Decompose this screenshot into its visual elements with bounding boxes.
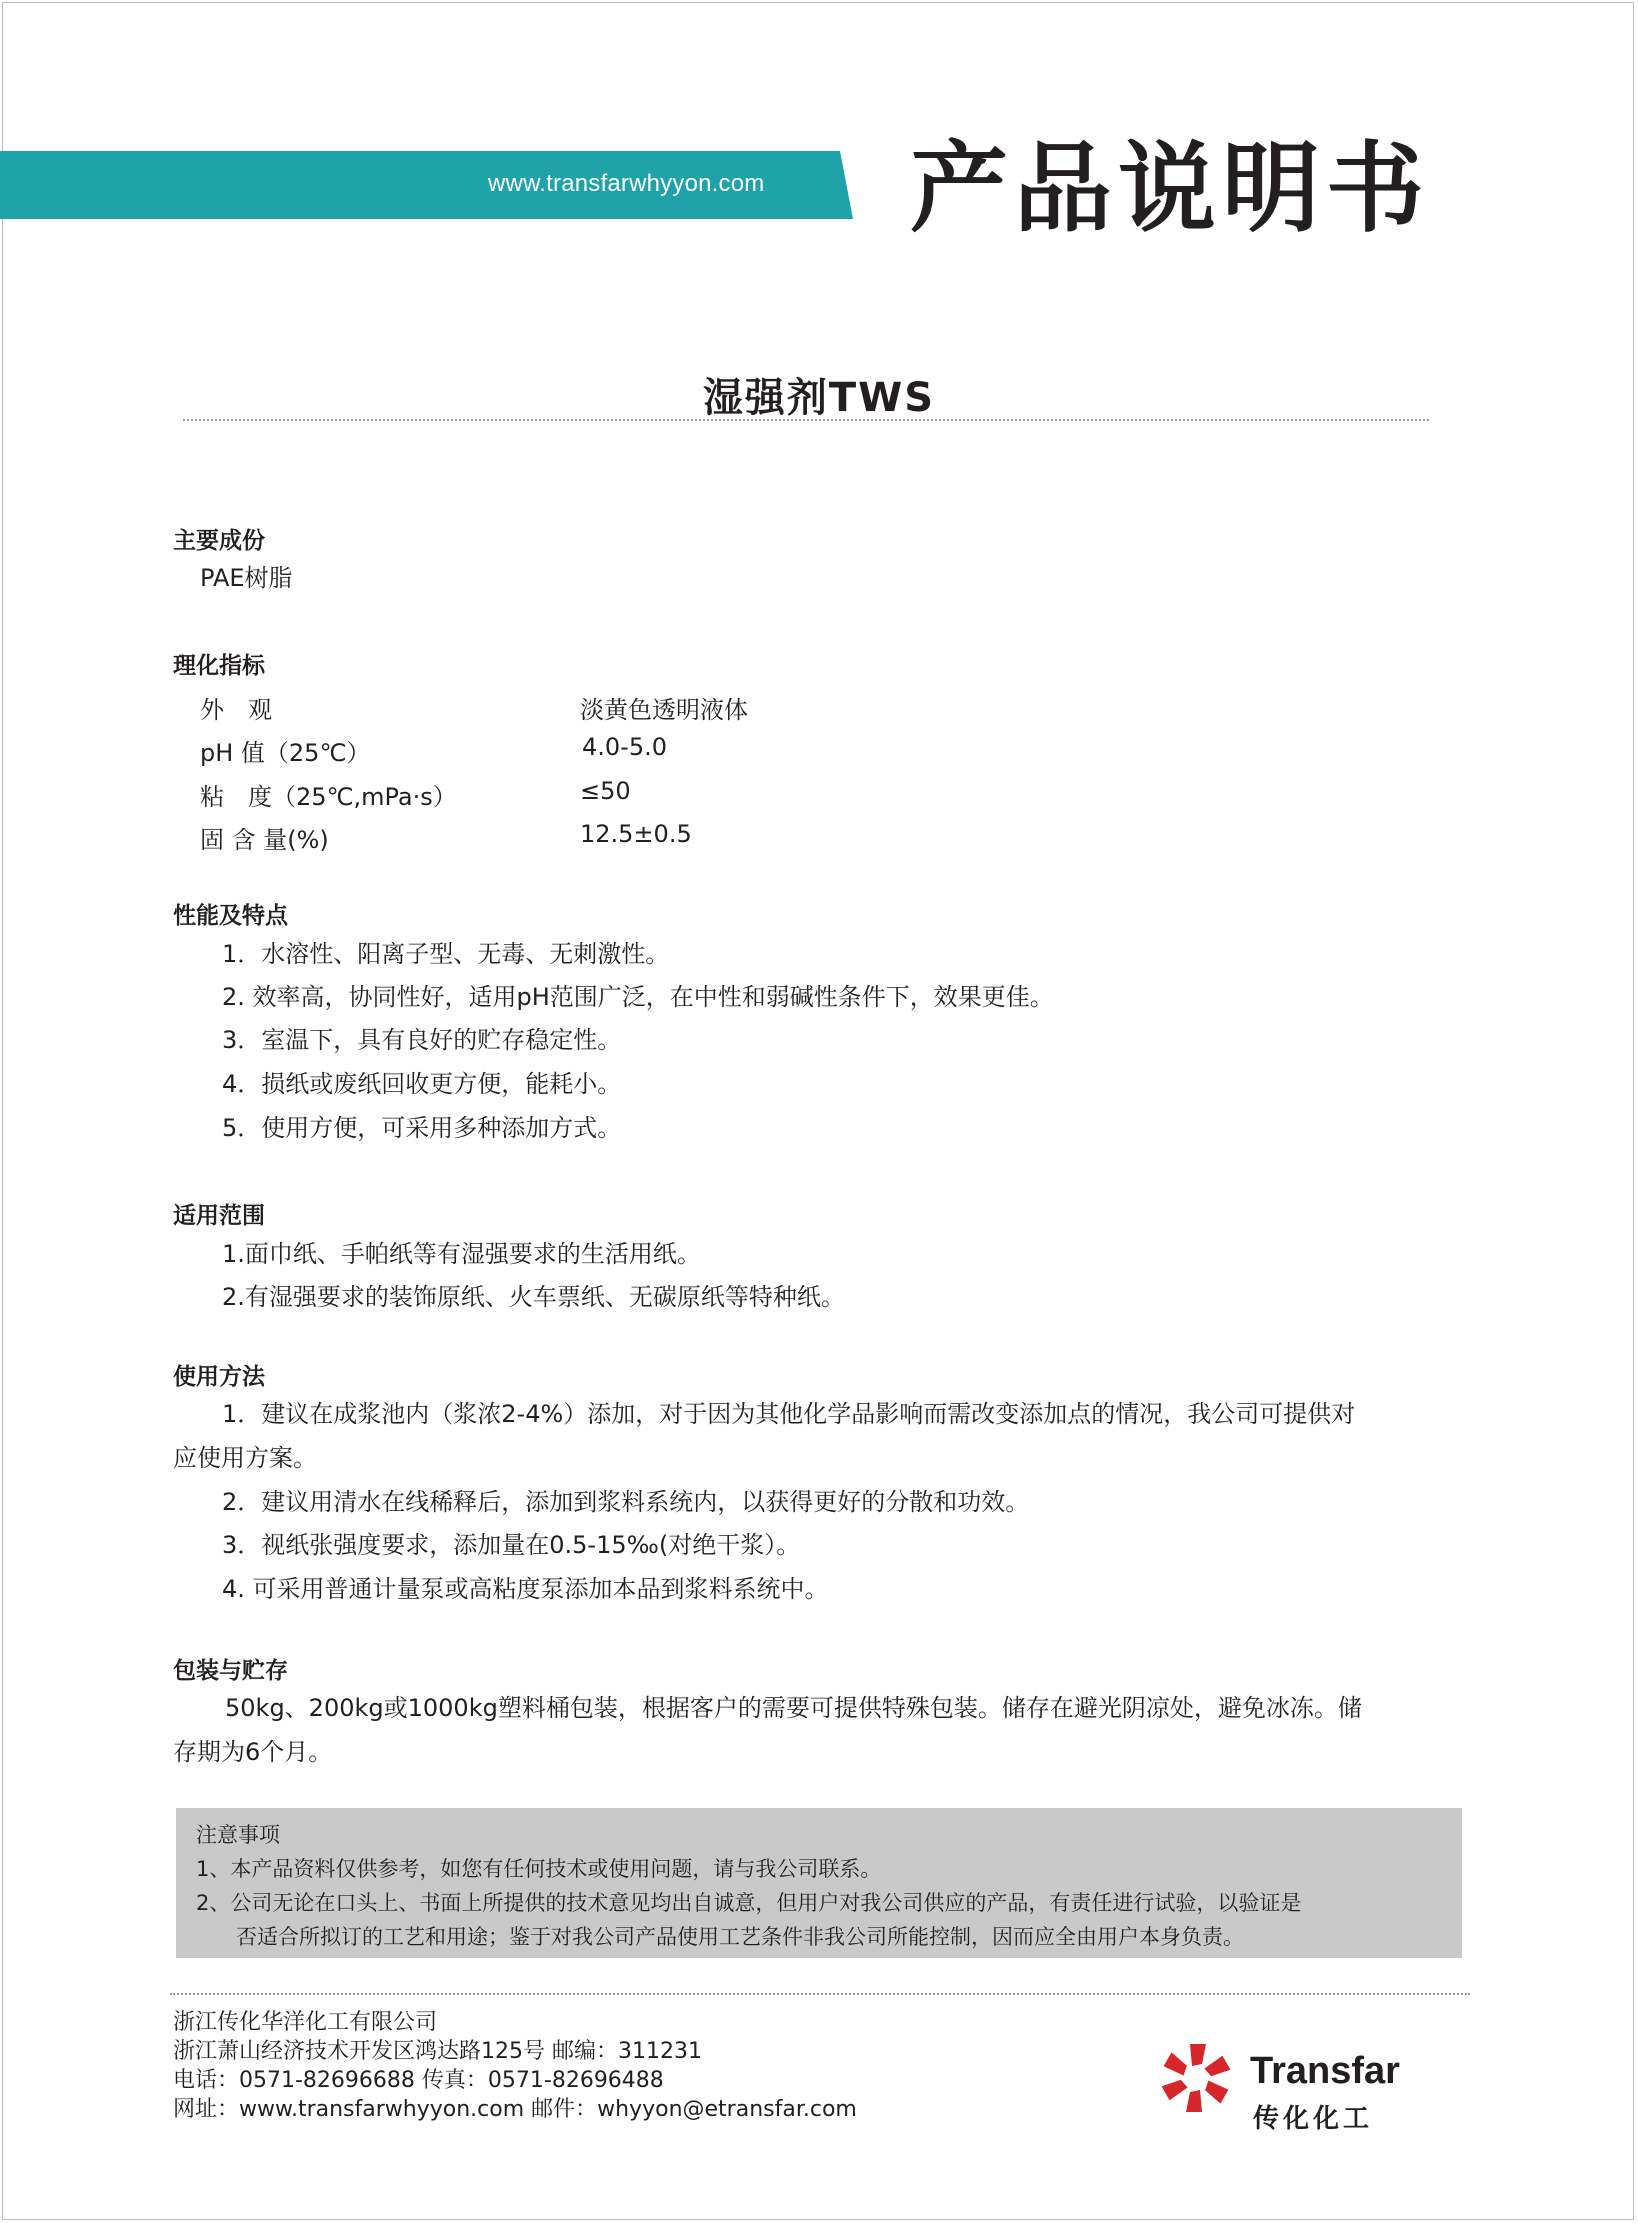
title-divider xyxy=(183,419,1429,421)
application-item: 1.面巾纸、手帕纸等有湿强要求的生活用纸。 xyxy=(222,1240,701,1268)
packaging-text: 50kg、200kg或1000kg塑料桶包装，根据客户的需要可提供特殊包装。储存在避光阴凉处，避免冰冻。储 xyxy=(225,1694,1362,1722)
usage-item-continuation: 应使用方案。 xyxy=(173,1444,317,1472)
footer-company: 浙江传化华洋化工有限公司 xyxy=(173,2010,438,2035)
feature-item: 2. 效率高，协同性好，适用pH范围广泛，在中性和弱碱性条件下，效果更佳。 xyxy=(222,983,1054,1011)
footer-divider xyxy=(170,1993,1470,1995)
property-value: 淡黄色透明液体 xyxy=(580,696,748,724)
feature-item: 3．室温下，具有良好的贮存稳定性。 xyxy=(222,1026,622,1054)
usage-item: 3．视纸张强度要求，添加量在0.5-15‰(对绝干浆）。 xyxy=(222,1531,801,1559)
feature-item: 1．水溶性、阳离子型、无毒、无刺激性。 xyxy=(222,940,670,968)
feature-item: 5．使用方便，可采用多种添加方式。 xyxy=(222,1114,622,1142)
feature-item: 4．损纸或废纸回收更方便，能耗小。 xyxy=(222,1070,622,1098)
notice-box xyxy=(176,1808,1462,1958)
usage-heading: 使用方法 xyxy=(173,1364,265,1390)
applications-heading: 适用范围 xyxy=(173,1203,265,1229)
footer-phone: 电话：0571-82696688 传真：0571-82696488 xyxy=(173,2068,664,2093)
footer-address: 浙江萧山经济技术开发区鸿达路125号 邮编：311231 xyxy=(173,2039,702,2064)
footer-web[interactable]: 网址：www.transfarwhyyon.com 邮件：whyyon@etransfar.com xyxy=(173,2097,857,2122)
packaging-heading: 包装与贮存 xyxy=(173,1658,288,1684)
application-item: 2.有湿强要求的装饰原纸、火车票纸、无碳原纸等特种纸。 xyxy=(222,1283,845,1311)
properties-heading: 理化指标 xyxy=(173,653,265,679)
notice-item-continuation: 否适合所拟订的工艺和用途；鉴于对我公司产品使用工艺条件非我公司所能控制，因而应全由用户本身负责。 xyxy=(236,1925,1244,1949)
logo-chinese-name: 传化化工 xyxy=(1253,2104,1374,2134)
packaging-text-continuation: 存期为6个月。 xyxy=(173,1738,333,1766)
property-value: 12.5±0.5 xyxy=(580,820,692,848)
notice-item: 1、本产品资料仅供参考，如您有任何技术或使用问题，请与我公司联系。 xyxy=(196,1857,882,1881)
usage-item: 4. 可采用普通计量泵或高粘度泵添加本品到浆料系统中。 xyxy=(222,1575,829,1603)
notice-item: 2、公司无论在口头上、书面上所提供的技术意见均出自诚意，但用户对我公司供应的产品，有责任进行试验，以验证是 xyxy=(196,1891,1302,1915)
usage-item: 1．建议在成浆池内（浆浓2-4%）添加，对于因为其他化学品影响而需改变添加点的情况，我公司可提供对 xyxy=(222,1400,1356,1428)
header-url[interactable]: www.transfarwhyyon.com xyxy=(488,170,765,197)
composition-heading: 主要成份 xyxy=(173,528,265,554)
transfar-logo-icon xyxy=(1158,2040,1234,2116)
features-heading: 性能及特点 xyxy=(173,903,288,929)
logo-wordmark: Transfar xyxy=(1250,2050,1400,2092)
composition-value: PAE树脂 xyxy=(200,564,293,592)
property-value: ≤50 xyxy=(580,777,631,805)
property-label: 固 含 量(%) xyxy=(200,826,329,854)
property-label: 粘 度（25℃,mPa·s） xyxy=(200,783,457,811)
property-value: 4.0-5.0 xyxy=(582,733,667,761)
property-label: 外 观 xyxy=(200,696,272,724)
product-title: 湿强剂TWS xyxy=(702,375,936,421)
document-heading: 产品说明书 xyxy=(910,132,1431,246)
usage-item: 2．建议用清水在线稀释后，添加到浆料系统内，以获得更好的分散和功效。 xyxy=(222,1488,1030,1516)
notice-title: 注意事项 xyxy=(196,1823,280,1847)
property-label: pH 值（25℃） xyxy=(200,739,371,767)
